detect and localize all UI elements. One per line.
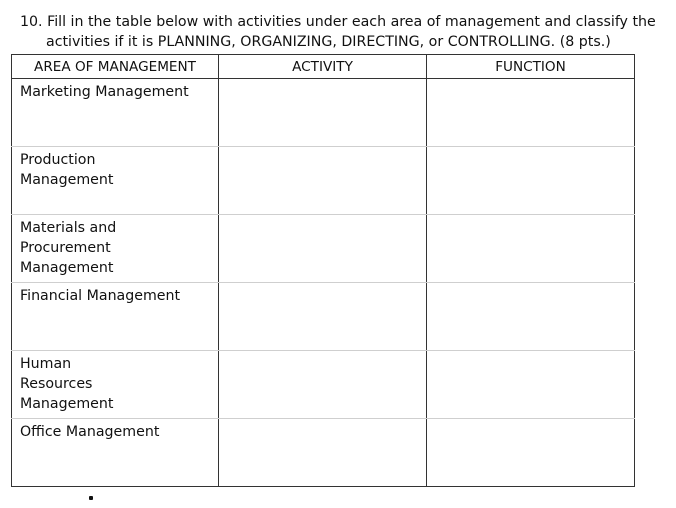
area-cell (12, 215, 219, 283)
table-row-marketing (12, 79, 635, 147)
area-cell (12, 283, 219, 351)
activity-cell[interactable] (219, 283, 427, 351)
area-label: Human Resources Management (20, 356, 114, 412)
area-label: Financial Management (20, 288, 181, 304)
activity-cell[interactable] (219, 351, 427, 419)
question-text (20, 12, 670, 52)
question-line-1: Fill in the table below with activities under each area of management and classify the (47, 14, 656, 30)
activity-cell[interactable] (219, 147, 427, 215)
function-cell[interactable] (427, 283, 635, 351)
table-row-production (12, 147, 635, 215)
bullet-dot (89, 496, 93, 500)
table-row-financial (12, 283, 635, 351)
header-area-of-management: AREA OF MANAGEMENT (12, 55, 219, 79)
table-row-materials (12, 215, 635, 283)
question-line-2: activities if it is PLANNING, ORGANIZING, DIRECTING, or CONTROLLING. (8 pts.) (46, 34, 611, 50)
activity-cell[interactable] (219, 419, 427, 487)
function-cell[interactable] (427, 79, 635, 147)
activity-cell[interactable] (219, 79, 427, 147)
area-label: Marketing Management (20, 84, 189, 100)
area-label: Production Management (20, 152, 114, 188)
area-label: Materials and Procurement Management (20, 220, 117, 276)
area-cell (12, 147, 219, 215)
activity-cell[interactable] (219, 215, 427, 283)
table-row-office (12, 419, 635, 487)
table-row-human-resources (12, 351, 635, 419)
area-cell (12, 351, 219, 419)
area-label: Office Management (20, 424, 160, 440)
question-number: 10. (20, 14, 43, 30)
header-function: FUNCTION (427, 55, 635, 79)
function-cell[interactable] (427, 147, 635, 215)
area-cell (12, 419, 219, 487)
area-cell (12, 79, 219, 147)
function-cell[interactable] (427, 351, 635, 419)
header-activity: ACTIVITY (219, 55, 427, 79)
function-cell[interactable] (427, 215, 635, 283)
table-header-row (12, 55, 635, 79)
function-cell[interactable] (427, 419, 635, 487)
management-table (11, 54, 635, 487)
